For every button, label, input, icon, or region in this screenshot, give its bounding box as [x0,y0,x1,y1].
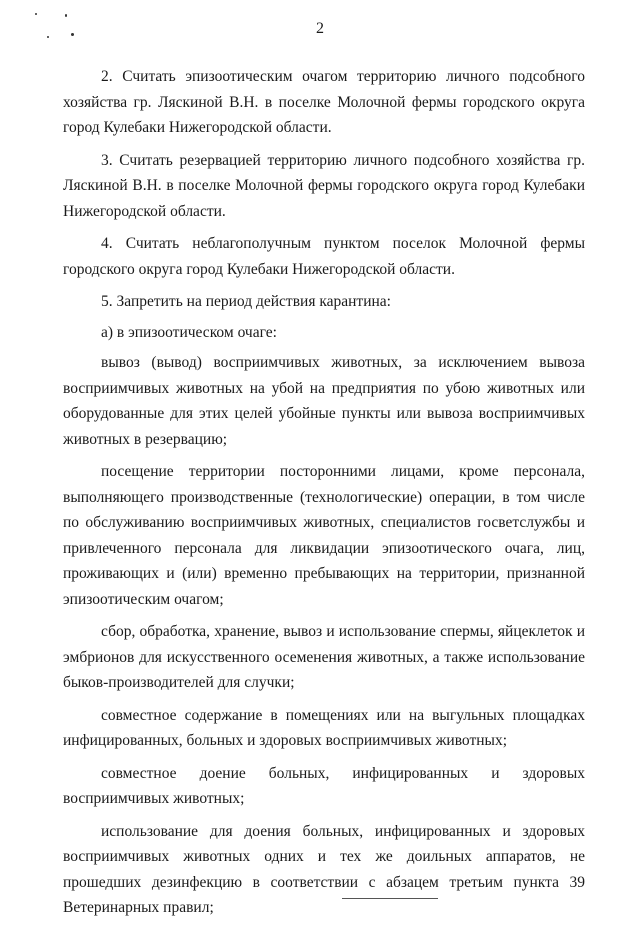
paragraph-visit-ban: посещение территории посторонними лицами, кроме персонала, выполняющего производственные (технологические) операции, в том числе по обслуживанию восприимчивых животных, специалистов госветслужбы и привлеченного персонала для ликвидации эпизоотического очага, лиц, проживающих и (или) временно пребывающих на территории, признанной эпизоотическим очагом; [63,463,585,608]
scan-speck [35,13,37,15]
paragraph-semen-ban: сбор, обработка, хранение, вывоз и использование спермы, яйцеклеток и эмбрионов для искусственного осеменения животных, а также использование быков-производителей для случки; [63,623,585,691]
page-number: 2 [316,20,324,37]
paragraph-subitem-a: а) в эпизоотическом очаге: [101,323,277,341]
bottom-rule [342,898,438,899]
paragraph-item-2: 2. Считать эпизоотическим очагом территорию личного подсобного хозяйства гр. Ляскиной В.Н. в поселке Молочной фермы городского округа город Кулебаки Нижегородской области. [63,68,585,136]
document-body [63,64,585,928]
paragraph-item-5: 5. Запретить на период действия карантина: [101,293,391,310]
paragraph-item-3: 3. Считать резервацией территорию личного подсобного хозяйства гр. Ляскиной В.Н. в поселке Молочной фермы городского округа город Кулебаки Нижегородской области. [63,151,585,220]
paragraph-joint-milking-ban: совместное доение больных, инфицированных и здоровых восприимчивых животных; [63,764,585,807]
paragraph-joint-keeping-ban: совместное содержание в помещениях или на выгульных площадках инфицированных, больных и здоровых восприимчивых животных; [63,706,585,749]
paragraph-export-ban: вывоз (вывод) восприимчивых животных, за исключением вывоза восприимчивых животных на убой на предприятия по убою животных или оборудованные для этих целей убойные пункты или вывоза восприимчивых животных в резервацию; [63,354,585,448]
scan-speck [65,14,67,17]
paragraph-milking-equipment-ban: использование для доения больных, инфицированных и здоровых восприимчивых животных одних и тех же доильных аппаратов, не прошедших дезинфекцию в соответствии с абзацем третьим пункта 39 Ветеринарных правил; [63,822,585,916]
paragraph-item-4: 4. Считать неблагополучным пунктом поселок Молочной фермы городского округа город Кулебаки Нижегородской области. [63,235,585,278]
